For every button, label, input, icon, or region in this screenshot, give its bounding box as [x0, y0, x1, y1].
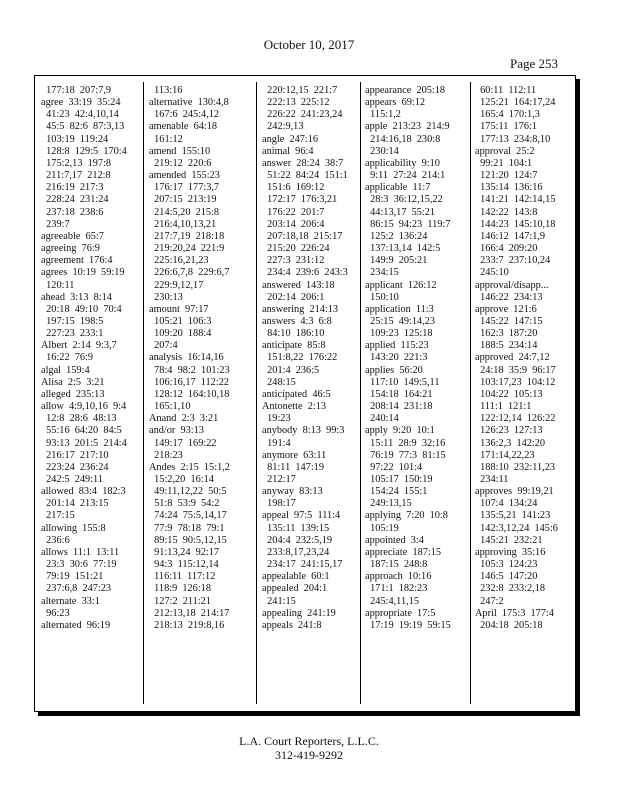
index-entry-line: appeal 97:5 111:4 [262, 510, 341, 522]
index-entry-line: 234:4 239:6 243:3 [262, 267, 348, 279]
index-entry-line: 204:18 205:18 [475, 619, 543, 631]
index-entry-line: agreeing 76:9 [41, 243, 100, 255]
index-entry-line: 203:14 206:4 [262, 218, 325, 230]
index-entry-line: 105:17 150:19 [365, 474, 433, 485]
index-entry-line: 144:23 145:10,18 [475, 218, 556, 230]
index-entry-line: 234:15 [365, 267, 399, 279]
index-entry-line: 216:17 217:10 [41, 449, 109, 461]
index-entry-line: 122:12,14 126:22 [475, 413, 556, 425]
index-entry-line: 51:8 53:9 54:2 [149, 498, 220, 510]
index-entry-line: 137:13,14 142:5 [365, 243, 441, 255]
index-entry-line: 24:18 35:9 96:17 [475, 364, 556, 376]
index-entry-line: 171:1 182:23 [365, 583, 428, 595]
index-entry-line: 236:6 [41, 534, 70, 546]
index-entry-line: 177:18 207:7,9 [41, 85, 112, 96]
footer-company: L.A. Court Reporters, L.L.C. [239, 734, 379, 748]
index-entry-line: allows 11:1 13:11 [41, 546, 120, 558]
index-entry-line: 241:15 [262, 595, 296, 607]
index-entry-line: 208:14 231:18 [365, 401, 433, 413]
index-entry-line: 175:11 176:1 [475, 121, 537, 133]
index-entry-line: 117:10 149:5,11 [365, 376, 440, 388]
index-entry-line: 197:15 198:5 [41, 315, 104, 327]
index-entry-line: 225:16,21,23 [149, 255, 209, 267]
index-entry-line: 109:20 188:4 [149, 328, 212, 340]
index-entry-line: apple 213:23 214:9 [365, 121, 450, 133]
index-entry-line: 187:15 248:8 [365, 559, 428, 571]
index-entry-line: 55:16 64:20 84:5 [41, 425, 122, 437]
index-entry-line: 25:15 49:14,23 [365, 315, 436, 327]
index-entry-line: 242:9,13 [262, 121, 304, 133]
index-entry-line: 105:3 124:23 [475, 559, 538, 571]
index-entry-line: 201:4 236:5 [262, 364, 320, 376]
page-number: Page 253 [509, 56, 558, 71]
index-entry-line: 214:16,18 230:8 [365, 133, 441, 145]
index-entry-line: 94:3 115:12,14 [149, 559, 219, 571]
index-entry-line: 15:11 28:9 32:16 [365, 437, 446, 449]
index-entry-line: 247:2 [475, 595, 504, 607]
index-entry-line: 115:1,2 [365, 109, 401, 121]
index-entry-line: 135:11 139:15 [262, 522, 330, 534]
index-entry-line: 116:11 117:12 [149, 571, 216, 583]
index-entry-line: amount 97:17 [149, 303, 209, 315]
index-entry-line: 128:8 129:5 170:4 [41, 145, 127, 157]
index-entry-line: 207:15 213:19 [149, 194, 217, 206]
column-divider [143, 82, 144, 704]
index-entry-line: 207:4 [149, 340, 178, 352]
index-entry-line: alternate 33:1 [41, 595, 100, 607]
index-entry-line: 214:5,20 215:8 [149, 206, 220, 218]
index-entry-line: 215:20 226:24 [262, 243, 330, 255]
index-entry-line: applied 115:23 [365, 340, 429, 352]
index-entry-line: 177:13 234:8,10 [475, 133, 551, 145]
index-entry-line: 79:19 151:21 [41, 571, 104, 583]
index-entry-line: 207:18,18 215:17 [262, 230, 343, 242]
index-entry-line: 28:3 36:12,15,22 [365, 194, 443, 206]
index-entry-line: 78:4 98:2 101:23 [149, 364, 230, 376]
index-entry-line: 146:5 147:20 [475, 571, 538, 583]
index-entry-line: 171:14,22,23 [475, 449, 535, 461]
index-entry-line: application 11:3 [365, 303, 434, 315]
index-entry-line: amend 155:10 [149, 145, 211, 157]
index-entry-line: 165:4 170:1,3 [475, 109, 540, 121]
index-entry-line: 17:19 19:19 59:15 [365, 619, 451, 631]
index-entry-line: 91:13,24 92:17 [149, 546, 220, 558]
index-entry-line: 77:9 78:18 79:1 [149, 522, 225, 534]
column-divider [360, 82, 361, 704]
index-entry-line: applicable 11:7 [365, 182, 431, 194]
index-entry-line: angle 247:16 [262, 133, 319, 145]
index-entry-line: 226:22 241:23,24 [262, 109, 343, 121]
index-entry-line: 12:8 28:6 48:13 [41, 413, 117, 425]
index-entry-line: appreciate 187:15 [365, 546, 442, 558]
index-entry-line: 109:23 125:18 [365, 328, 433, 340]
index-entry-line: 126:23 127:13 [475, 425, 543, 437]
index-entry-line: 106:16,17 112:22 [149, 376, 229, 388]
index-entry-line: 240:14 [365, 413, 399, 425]
index-entry-line: 60:11 112:11 [475, 85, 537, 96]
index-column-2 [149, 85, 253, 705]
index-entry-line: 218:23 [149, 449, 183, 461]
index-entry-line: appropriate 17:5 [365, 607, 436, 619]
index-entry-line: algal 159:4 [41, 364, 90, 376]
index-entry-line: 136:2,3 142:20 [475, 437, 546, 449]
index-entry-line: 161:12 [149, 133, 183, 145]
index-entry-line: 74:24 75:5,14,17 [149, 510, 227, 522]
index-entry-line: 104:22 105:13 [475, 388, 543, 400]
index-entry-line: 113:16 [149, 85, 183, 96]
index-entry-line: 145:22 147:15 [475, 315, 543, 327]
index-column-1 [41, 85, 139, 705]
index-entry-line: Albert 2:14 9:3,7 [41, 340, 117, 352]
index-entry-line: 121:20 124:7 [475, 170, 538, 182]
index-entry-line: 226:6,7,8 229:6,7 [149, 267, 230, 279]
index-entry-line: 97:22 101:4 [365, 461, 423, 473]
index-entry-line: 223:24 236:24 [41, 461, 109, 473]
index-entry-line: 188:10 232:11,23 [475, 461, 555, 473]
index-entry-line: 141:21 142:14,15 [475, 194, 556, 206]
index-entry-line: Anand 2:3 3:21 [149, 413, 219, 425]
index-entry-line: 166:4 209:20 [475, 243, 538, 255]
index-entry-line: 20:18 49:10 70:4 [41, 303, 122, 315]
index-entry-line: appeals 241:8 [262, 619, 322, 631]
index-entry-line: 219:20,24 221:9 [149, 243, 225, 255]
index-entry-line: 107:4 134:24 [475, 498, 538, 510]
index-entry-line: 212:13,18 214:17 [149, 607, 230, 619]
index-entry-line: 167:6 245:4,12 [149, 109, 220, 121]
index-entry-line: 230:13 [149, 291, 183, 303]
index-entry-line: 165:1,10 [149, 401, 191, 413]
index-entry-line: appealed 204:1 [262, 583, 328, 595]
index-entry-line: agree 33:19 35:24 [41, 97, 121, 109]
index-entry-line: 142:22 143:8 [475, 206, 538, 218]
index-entry-line: and/or 93:13 [149, 425, 204, 437]
index-entry-line: 249:13,15 [365, 498, 412, 510]
index-entry-line: 188:5 234:14 [475, 340, 538, 352]
index-entry-line: approved 24:7,12 [475, 352, 550, 364]
index-entry-line: 151:6 169:12 [262, 182, 325, 194]
index-entry-line: 237:6,8 247:23 [41, 583, 112, 595]
index-entry-line: appearance 205:18 [365, 85, 446, 96]
index-entry-line: 211:7,17 212:8 [41, 170, 111, 182]
index-entry-line: answers 4:3 6:8 [262, 315, 332, 327]
index-entry-line: 81:11 147:19 [262, 461, 324, 473]
index-entry-line: 125:2 136:24 [365, 230, 428, 242]
index-entry-line: 86:15 94:23 119:7 [365, 218, 451, 230]
index-entry-line: 143:20 221:3 [365, 352, 428, 364]
index-entry-line: 219:12 220:6 [149, 157, 212, 169]
index-entry-line: 105:19 [365, 522, 399, 534]
index-entry-line: 41:23 42:4,10,14 [41, 109, 119, 121]
index-entry-line: 44:13,17 55:21 [365, 206, 436, 218]
index-entry-line: 49:11,12,22 50:5 [149, 486, 227, 498]
transcript-date: October 10, 2017 [263, 37, 355, 52]
index-entry-line: 230:14 [365, 145, 399, 157]
index-entry-line: Alisa 2:5 3:21 [41, 376, 105, 388]
footer-phone: 312-419-9292 [275, 748, 343, 762]
index-entry-line: April 175:3 177:4 [475, 607, 554, 619]
index-entry-line: 96:23 [41, 607, 70, 619]
index-column-5 [475, 85, 575, 705]
index-entry-line: 127:2 211:21 [149, 595, 211, 607]
index-entry-line: anymore 63:11 [262, 449, 327, 461]
index-entry-line: 229:9,12,17 [149, 279, 204, 291]
index-entry-line: 198:17 [262, 498, 296, 510]
index-entry-line: 233:7 237:10,24 [475, 255, 551, 267]
index-entry-line: agreeable 65:7 [41, 230, 104, 242]
index-entry-line: 204:4 232:5,19 [262, 534, 333, 546]
index-entry-line: appointed 3:4 [365, 534, 424, 546]
index-entry-line: 16:22 76:9 [41, 352, 94, 364]
index-entry-line: 149:9 205:21 [365, 255, 428, 267]
index-entry-line: approving 35:16 [475, 546, 546, 558]
index-entry-line: 146:22 234:13 [475, 291, 543, 303]
index-entry-line: 234:17 241:15,17 [262, 559, 343, 571]
index-entry-line: amended 155:23 [149, 170, 220, 182]
index-entry-line: 76:19 77:3 81:15 [365, 449, 446, 461]
index-entry-line: 176:22 201:7 [262, 206, 325, 218]
index-entry-line: 220:12,15 221:7 [262, 85, 338, 96]
column-divider [470, 82, 471, 704]
index-entry-line: 15:2,20 16:14 [149, 474, 214, 485]
index-entry-line: approval/disapp... [475, 279, 549, 291]
index-entry-line: 51:22 84:24 151:1 [262, 170, 348, 182]
index-entry-line: 103:19 119:24 [41, 133, 109, 145]
index-entry-line: analysis 16:14,16 [149, 352, 224, 364]
index-entry-line: 237:18 238:6 [41, 206, 104, 218]
index-entry-line: answering 214:13 [262, 303, 339, 315]
index-entry-line: 19:23 [262, 413, 291, 425]
index-entry-line: allowed 83:4 182:3 [41, 486, 126, 498]
index-entry-line: 227:3 231:12 [262, 255, 325, 267]
index-entry-line: applicability 9:10 [365, 157, 440, 169]
index-entry-line: 150:10 [365, 291, 399, 303]
index-entry-line: 212:17 [262, 474, 296, 485]
index-entry-line: 248:15 [262, 376, 296, 388]
index-entry-line: 176:17 177:3,7 [149, 182, 220, 194]
index-entry-line: 172:17 176:3,21 [262, 194, 338, 206]
index-entry-line: agrees 10:19 59:19 [41, 267, 125, 279]
index-entry-line: 201:14 213:15 [41, 498, 109, 510]
column-divider [256, 82, 257, 704]
index-entry-line: 216:19 217:3 [41, 182, 104, 194]
index-entry-line: 145:21 232:21 [475, 534, 543, 546]
index-entry-line: appears 69:12 [365, 97, 426, 109]
index-entry-line: 89:15 90:5,12,15 [149, 534, 227, 546]
index-entry-line: 103:17,23 104:12 [475, 376, 556, 388]
index-entry-line: 9:11 27:24 214:1 [365, 170, 446, 182]
index-entry-line: 151:8,22 176:22 [262, 352, 338, 364]
index-entry-line: approval 25:2 [475, 145, 535, 157]
index-entry-line: 202:14 206:1 [262, 291, 325, 303]
index-entry-line: 135:14 136:16 [475, 182, 543, 194]
index-entry-line: applicant 126:12 [365, 279, 437, 291]
index-entry-line: applies 56:20 [365, 364, 423, 376]
index-entry-line: 245:10 [475, 267, 509, 279]
index-entry-line: 125:21 164:17,24 [475, 97, 556, 109]
index-entry-line: 154:18 164:21 [365, 388, 433, 400]
index-entry-line: 111:1 121:1 [475, 401, 532, 413]
index-entry-line: 217:15 [41, 510, 75, 522]
index-entry-line: Antonette 2:13 [262, 401, 327, 413]
index-entry-line: 175:2,13 197:8 [41, 157, 112, 169]
index-entry-line: 228:24 231:24 [41, 194, 109, 206]
index-entry-line: 245:4,11,15 [365, 595, 419, 607]
index-entry-line: alternative 130:4,8 [149, 97, 229, 109]
index-entry-line: anyway 83:13 [262, 486, 323, 498]
index-entry-line: answered 143:18 [262, 279, 335, 291]
index-entry-line: 154:24 155:1 [365, 486, 428, 498]
index-entry-line: animal 96:4 [262, 145, 314, 157]
index-entry-line: 146:12 147:1,9 [475, 230, 546, 242]
index-entry-line: anticipated 46:5 [262, 388, 331, 400]
index-entry-line: approves 99:19,21 [475, 486, 554, 498]
index-entry-line: 45:5 82:6 87:3,13 [41, 121, 125, 133]
index-entry-line: 128:12 164:10,18 [149, 388, 230, 400]
index-entry-line: 105:21 106:3 [149, 315, 212, 327]
index-entry-line: 149:17 169:22 [149, 437, 217, 449]
index-column-4 [365, 85, 467, 705]
index-entry-line: allow 4:9,10,16 9:4 [41, 401, 127, 413]
index-entry-line: appealable 60:1 [262, 571, 330, 583]
index-entry-line: Andes 2:15 15:1,2 [149, 461, 230, 473]
index-entry-line: ahead 3:13 8:14 [41, 291, 112, 303]
index-entry-line: apply 9:20 10:1 [365, 425, 435, 437]
index-entry-line: 216:4,10,13,21 [149, 218, 217, 230]
index-entry-line: 142:3,12,24 145:6 [475, 522, 558, 534]
index-entry-line: approach 10:16 [365, 571, 432, 583]
index-entry-line: alternated 96:19 [41, 619, 111, 631]
index-entry-line: 84:10 186:10 [262, 328, 325, 340]
index-entry-line: 118:9 126:18 [149, 583, 211, 595]
index-entry-line: 93:13 201:5 214:4 [41, 437, 127, 449]
index-entry-line: answer 28:24 38:7 [262, 157, 344, 169]
index-entry-line: 217:7,19 218:18 [149, 230, 225, 242]
index-entry-line: 120:11 [41, 279, 75, 291]
index-entry-line: 23:3 30:6 77:19 [41, 559, 117, 571]
index-entry-line: 218:13 219:8,16 [149, 619, 225, 631]
index-entry-line: 239:7 [41, 218, 70, 230]
index-frame [34, 75, 576, 712]
index-column-3 [262, 85, 362, 705]
index-entry-line: 222:13 225:12 [262, 97, 330, 109]
index-entry-line: anticipate 85:8 [262, 340, 326, 352]
index-entry-line: 162:3 187:20 [475, 328, 538, 340]
index-entry-line: appealing 241:19 [262, 607, 336, 619]
index-entry-line: 227:23 233:1 [41, 328, 104, 340]
index-entry-line: 232:8 233:2,18 [475, 583, 546, 595]
index-entry-line: approve 121:6 [475, 303, 537, 315]
index-entry-line: 191:4 [262, 437, 291, 449]
index-entry-line: 234:11 [475, 474, 509, 485]
index-entry-line: 233:8,17,23,24 [262, 546, 330, 558]
index-entry-line: anybody 8:13 99:3 [262, 425, 345, 437]
index-entry-line: amenable 64:18 [149, 121, 218, 133]
index-entry-line: 99:21 104:1 [475, 157, 533, 169]
index-entry-line: 135:5,21 141:23 [475, 510, 551, 522]
index-entry-line: applying 7:20 10:8 [365, 510, 448, 522]
index-entry-line: agreement 176:4 [41, 255, 113, 267]
index-entry-line: allowing 155:8 [41, 522, 106, 534]
index-entry-line: 242:5 249:11 [41, 474, 103, 485]
index-entry-line: alleged 235:13 [41, 388, 105, 400]
